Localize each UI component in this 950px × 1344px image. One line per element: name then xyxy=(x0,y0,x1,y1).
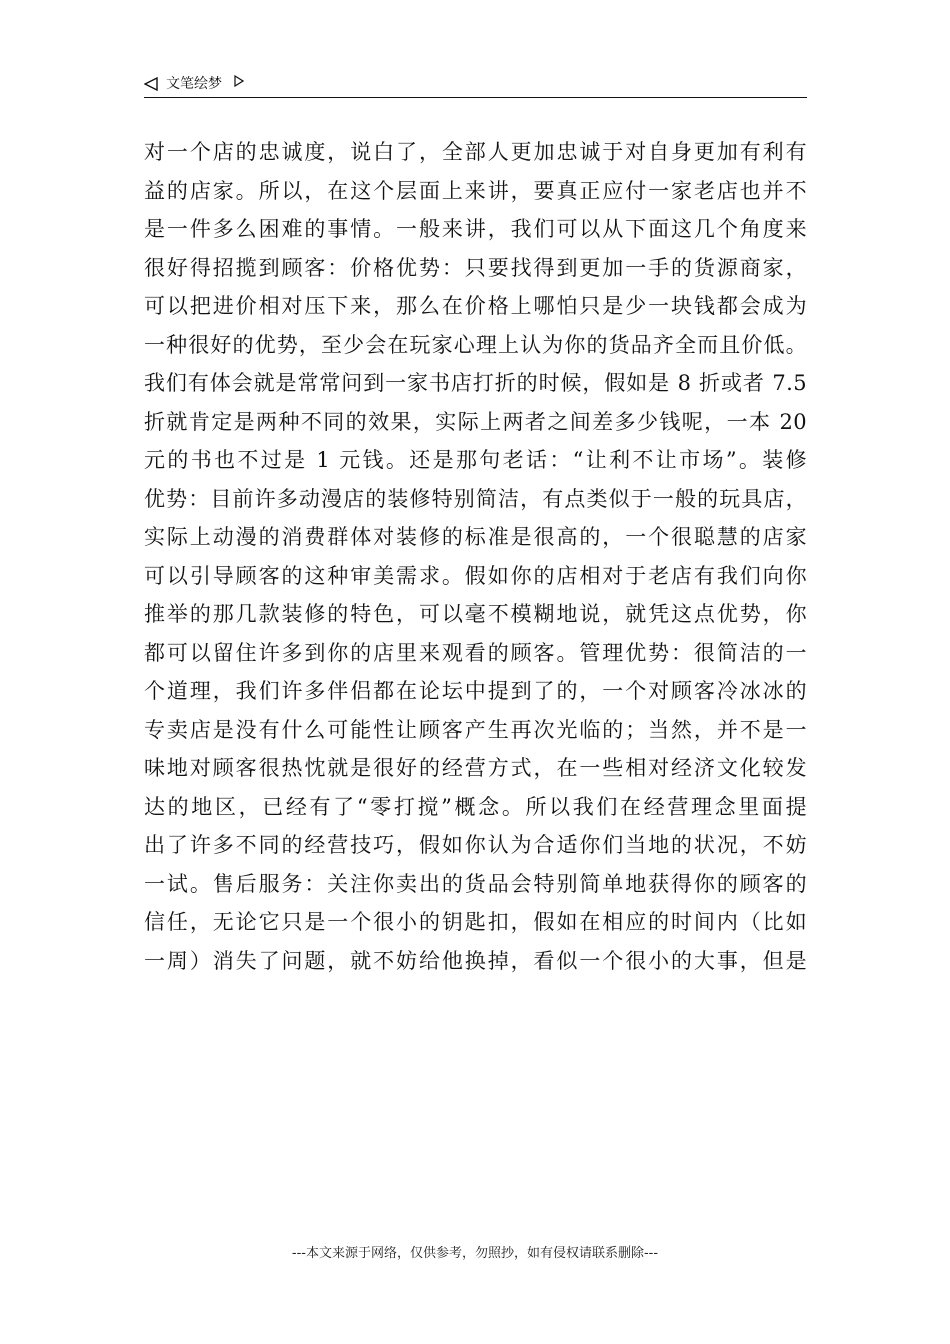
text-line: 益的店家。所以，在这个层面上来讲，要真正应付一家老店也并不 xyxy=(144,178,807,203)
text-line: 我们有体会就是常常问到一家书店打折的时候，假如是 8 折或者 7.5 xyxy=(144,371,807,395)
text-line: 一种很好的优势，至少会在玩家心理上认为你的货品齐全而且价低。 xyxy=(144,332,807,357)
page-header xyxy=(144,72,807,96)
header-divider xyxy=(144,97,807,98)
text-line: 出了许多不同的经营技巧，假如你认为合适你们当地的状况，不妨 xyxy=(144,833,807,857)
triangle-right-icon xyxy=(234,75,244,87)
text-line: 信任，无论它只是一个很小的钥匙扣，假如在相应的时间内（比如 xyxy=(144,910,807,934)
text-line: 一周）消失了问题，就不妨给他换掉，看似一个很小的大事，但是 xyxy=(144,948,807,973)
header-brand: 文笔绘梦 xyxy=(166,76,222,92)
text-line: 个道理，我们许多伴侣都在论坛中提到了的，一个对顾客冷冰冰的 xyxy=(144,679,807,703)
text-line: 实际上动漫的消费群体对装修的标准是很高的，一个很聪慧的店家 xyxy=(144,525,807,549)
text-line: 对一个店的忠诚度，说白了，全部人更加忠诚于对自身更加有利有 xyxy=(144,140,807,164)
text-line: 很好得招揽到顾客：价格优势：只要找得到更加一手的货源商家， xyxy=(144,255,807,280)
text-line: 元的书也不过是 1 元钱。还是那句老话：“让利不让市场”。装修 xyxy=(144,448,807,472)
triangle-left-icon xyxy=(144,77,158,91)
text-line: 达的地区，已经有了“零打搅”概念。所以我们在经营理念里面提 xyxy=(144,794,807,819)
footer-notice: ---本文来源于网络，仅供参考，勿照抄，如有侵权请联系删除--- xyxy=(291,1246,659,1261)
text-line: 推举的那几款装修的特色，可以毫不模糊地说，就凭这点优势，你 xyxy=(144,602,807,626)
text-line: 味地对顾客很热忱就是很好的经营方式，在一些相对经济文化较发 xyxy=(144,756,807,780)
text-line: 是一件多么困难的事情。一般来讲，我们可以从下面这几个角度来 xyxy=(144,217,807,241)
text-line: 都可以留住许多到你的店里来观看的顾客。管理优势：很简洁的一 xyxy=(144,640,807,665)
text-line: 可以引导顾客的这种审美需求。假如你的店相对于老店有我们向你 xyxy=(144,563,807,588)
text-line: 优势：目前许多动漫店的装修特别简洁，有点类似于一般的玩具店， xyxy=(144,486,807,511)
text-line: 一试。售后服务：关注你卖出的货品会特别简单地获得你的顾客的 xyxy=(144,871,807,896)
text-line: 折就肯定是两种不同的效果，实际上两者之间差多少钱呢，一本 20 xyxy=(144,409,807,434)
body-text xyxy=(144,133,807,980)
text-line: 专卖店是没有什么可能性让顾客产生再次光临的；当然，并不是一 xyxy=(144,717,807,742)
text-line: 可以把进价相对压下来，那么在价格上哪怕只是少一块钱都会成为 xyxy=(144,294,807,318)
